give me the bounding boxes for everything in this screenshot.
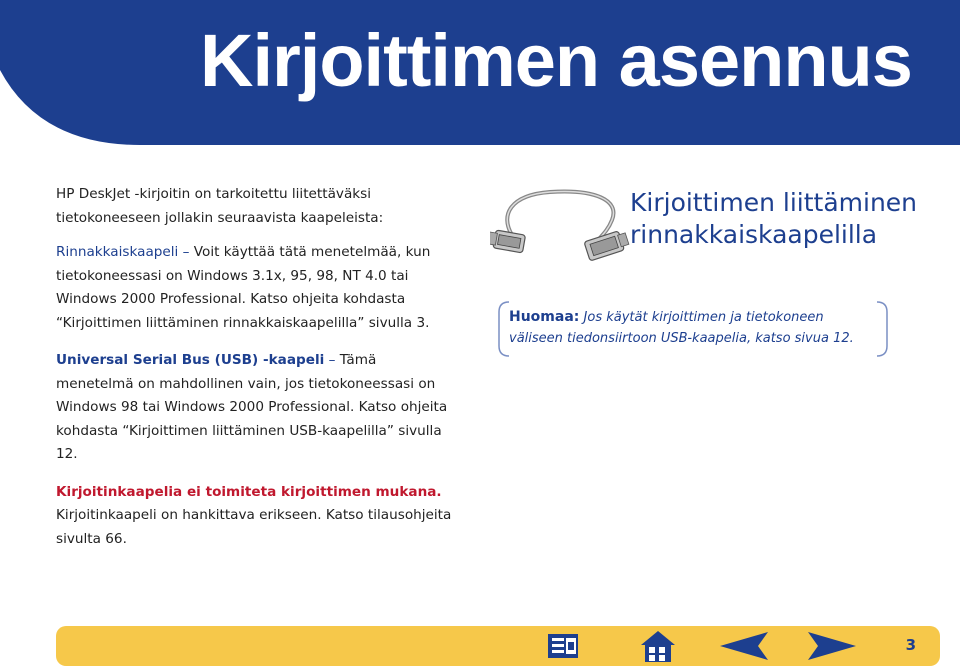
- warning-paragraph: [56, 481, 456, 552]
- next-page-icon[interactable]: [804, 628, 860, 664]
- home-icon[interactable]: [638, 628, 678, 664]
- header-band: [0, 0, 960, 145]
- note-box: [495, 300, 891, 358]
- parallel-dash: –: [182, 244, 190, 260]
- warning-bold: Kirjoitinkaapelia ei toimiteta kirjoittimen mukana.: [56, 483, 442, 500]
- prev-page-icon[interactable]: [716, 628, 772, 664]
- usb-paragraph: [56, 349, 456, 467]
- note-body: Jos käytät kirjoittimen ja tietokoneen väliseen tiedonsiirtoon USB-kaapelia, katso sivua 12.: [509, 310, 854, 346]
- parallel-text: Voit käyttää tätä menetelmää, kun tietokoneessasi on Windows 3.1x, 95, 98, NT 4.0 tai Windows 2000 Professional. Katso ohjeita kohdasta “Kirjoittimen liittäminen rinnakkaiskaapelilla” sivulla 3.: [56, 244, 431, 331]
- usb-term: Universal Serial Bus (USB) -kaapeli: [56, 352, 325, 368]
- parallel-cable-illustration: [490, 180, 630, 280]
- note-text: [509, 307, 879, 349]
- printer-contents-icon[interactable]: [544, 628, 584, 664]
- usb-dash: –: [328, 352, 336, 368]
- left-column: [56, 183, 456, 551]
- usb-text: Tämä menetelmä on mahdollinen vain, jos tietokoneessasi on Windows 98 tai Windows 2000 Professional. Katso ohjeita kohdasta “Kirjoittimen liittäminen USB-kaapelilla” sivulla 12.: [56, 352, 448, 462]
- intro-text: HP DeskJet -kirjoitin on tarkoitettu liitettäväksi tietokoneeseen jollakin seuraavista kaapeleista:: [56, 186, 384, 226]
- page-number: 3: [905, 636, 916, 654]
- parallel-term: Rinnakkaiskaapeli: [56, 244, 179, 260]
- page-title: Kirjoittimen asennus: [200, 19, 912, 102]
- note-label: Huomaa:: [509, 309, 580, 325]
- warning-text: Kirjoitinkaapeli on hankittava erikseen. Katso tilausohjeita sivulta 66.: [56, 507, 452, 547]
- parallel-paragraph: [56, 241, 456, 335]
- footer-nav-bar: [56, 626, 940, 666]
- section-title: Kirjoittimen liittäminen rinnakkaiskaapelilla: [630, 188, 918, 249]
